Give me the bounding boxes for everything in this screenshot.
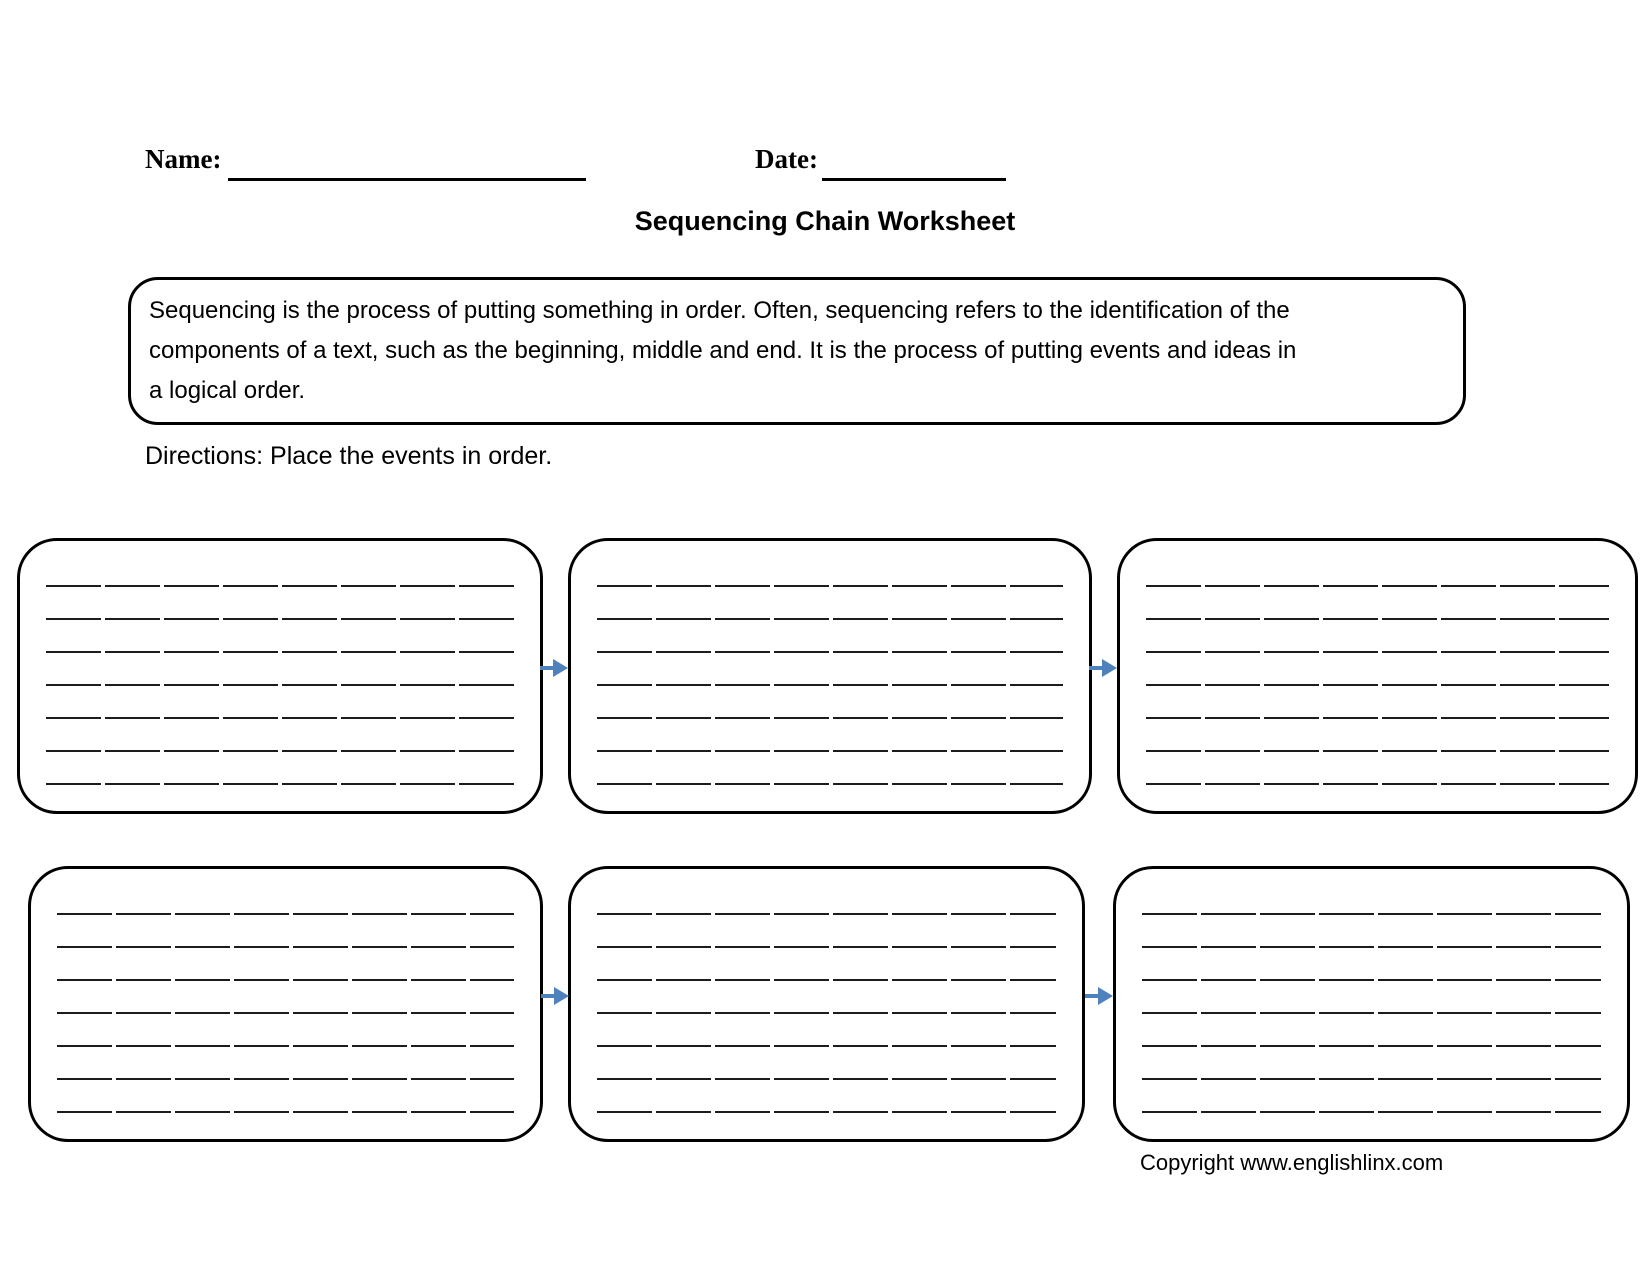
writing-line <box>46 651 514 653</box>
writing-line <box>57 946 514 948</box>
writing-line <box>1146 684 1609 686</box>
writing-line <box>597 684 1063 686</box>
writing-lines <box>20 541 540 811</box>
writing-line <box>597 651 1063 653</box>
writing-lines <box>1120 541 1635 811</box>
writing-line <box>46 783 514 785</box>
writing-line <box>597 750 1063 752</box>
writing-line <box>597 783 1063 785</box>
page-title: Sequencing Chain Worksheet <box>634 206 1016 236</box>
writing-line <box>1142 1045 1601 1047</box>
writing-line <box>597 717 1063 719</box>
writing-line <box>46 585 514 587</box>
writing-lines <box>1116 869 1627 1139</box>
writing-line <box>1146 750 1609 752</box>
date-fill-line <box>822 178 1006 181</box>
right-arrow-icon <box>539 657 569 679</box>
definition-text-line: a logical order. <box>149 377 306 404</box>
writing-line <box>1142 979 1601 981</box>
writing-line <box>57 979 514 981</box>
writing-line <box>597 946 1056 948</box>
writing-line <box>1142 1078 1601 1080</box>
writing-line <box>57 1078 514 1080</box>
right-arrow-icon <box>1088 657 1118 679</box>
name-label: Name: <box>145 144 222 174</box>
event-box-5 <box>568 866 1085 1142</box>
event-box-6 <box>1113 866 1630 1142</box>
event-box-1 <box>17 538 543 814</box>
writing-line <box>1146 651 1609 653</box>
writing-line <box>46 717 514 719</box>
right-arrow-icon <box>1084 985 1114 1007</box>
definition-text-line: components of a text, such as the beginning, middle and end. It is the process of putting events and ideas in <box>149 337 1297 364</box>
definition-text-line: Sequencing is the process of putting something in order. Often, sequencing refers to the identification of the <box>149 297 1290 324</box>
event-box-4 <box>28 866 543 1142</box>
writing-line <box>597 1111 1056 1113</box>
writing-line <box>57 1045 514 1047</box>
writing-lines <box>571 869 1082 1139</box>
event-box-3 <box>1117 538 1638 814</box>
writing-line <box>46 684 514 686</box>
writing-line <box>1142 1012 1601 1014</box>
writing-line <box>1146 783 1609 785</box>
date-label: Date: <box>755 144 818 174</box>
writing-line <box>597 585 1063 587</box>
writing-line <box>57 1012 514 1014</box>
writing-line <box>597 1012 1056 1014</box>
writing-line <box>1146 585 1609 587</box>
writing-line <box>1142 946 1601 948</box>
writing-line <box>1142 1111 1601 1113</box>
writing-line <box>597 913 1056 915</box>
writing-line <box>57 1111 514 1113</box>
writing-line <box>46 618 514 620</box>
writing-lines <box>571 541 1089 811</box>
directions-text: Directions: Place the events in order. <box>145 442 553 470</box>
right-arrow-icon <box>540 985 570 1007</box>
writing-line <box>597 1045 1056 1047</box>
writing-line <box>57 913 514 915</box>
writing-lines <box>31 869 540 1139</box>
writing-line <box>597 979 1056 981</box>
copyright-text: Copyright www.englishlinx.com <box>1140 1150 1444 1175</box>
writing-line <box>597 618 1063 620</box>
writing-line <box>1146 717 1609 719</box>
definition-box <box>128 277 1466 425</box>
writing-line <box>597 1078 1056 1080</box>
writing-line <box>46 750 514 752</box>
writing-line <box>1146 618 1609 620</box>
writing-line <box>1142 913 1601 915</box>
name-fill-line <box>228 178 586 181</box>
event-box-2 <box>568 538 1092 814</box>
